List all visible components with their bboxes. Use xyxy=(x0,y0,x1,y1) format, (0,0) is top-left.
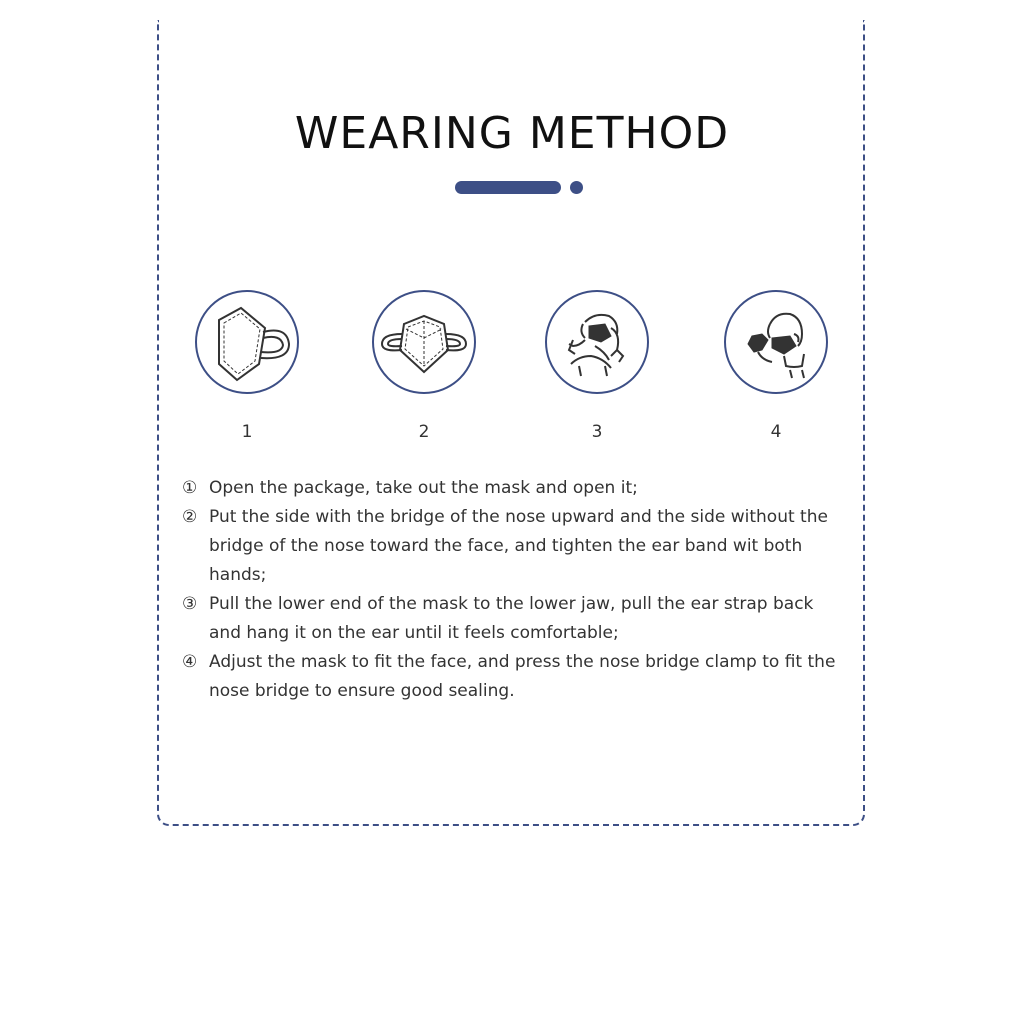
title-divider-dot xyxy=(570,181,583,194)
page-title: WEARING METHOD xyxy=(294,108,730,159)
instruction-item xyxy=(182,590,842,648)
folded-mask-icon xyxy=(199,294,295,390)
instruction-marker: ① xyxy=(182,478,198,498)
instruction-item xyxy=(182,474,842,503)
step-number: 2 xyxy=(418,422,430,442)
step-2 xyxy=(364,290,484,442)
instruction-item xyxy=(182,503,842,590)
step-4-circle xyxy=(724,290,828,394)
instruction-text: Pull the lower end of the mask to the lower jaw, pull the ear strap back and hang it on the ear until it feels comfortable; xyxy=(209,594,814,643)
step-number: 4 xyxy=(770,422,782,442)
step-3 xyxy=(537,290,657,442)
step-3-circle xyxy=(545,290,649,394)
instruction-text: Put the side with the bridge of the nose upward and the side without the bridge of the nose toward the face, and tighten the ear band wit both hands; xyxy=(209,507,828,585)
instruction-text: Adjust the mask to fit the face, and press the nose bridge clamp to fit the nose bridge to ensure good sealing. xyxy=(209,652,836,701)
step-4 xyxy=(716,290,836,442)
person-adjusting-nose-clip-icon xyxy=(728,294,824,390)
step-1 xyxy=(187,290,307,442)
instruction-item xyxy=(182,648,842,706)
instructions-list xyxy=(182,474,842,706)
instruction-marker: ④ xyxy=(182,652,198,672)
step-number: 1 xyxy=(241,422,253,442)
open-mask-icon xyxy=(376,294,472,390)
instruction-marker: ② xyxy=(182,507,198,527)
title-divider-bar xyxy=(455,181,561,194)
person-putting-on-mask-icon xyxy=(549,294,645,390)
step-2-circle xyxy=(372,290,476,394)
step-1-circle xyxy=(195,290,299,394)
step-number: 3 xyxy=(591,422,603,442)
instruction-text: Open the package, take out the mask and open it; xyxy=(209,478,638,498)
instruction-marker: ③ xyxy=(182,594,198,614)
